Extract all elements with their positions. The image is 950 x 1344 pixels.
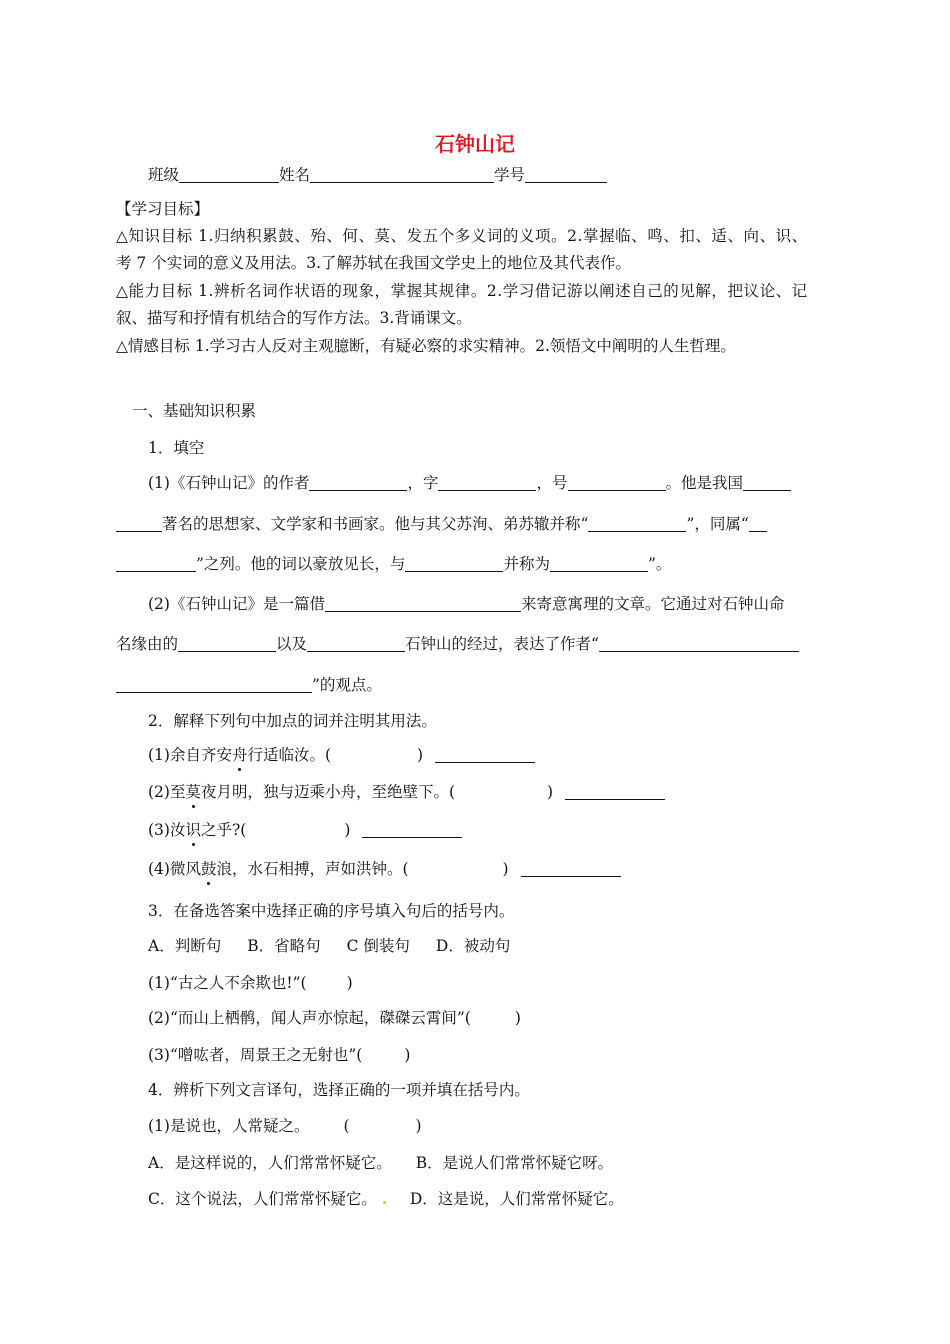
dotted-word: 鼓 [201,857,217,879]
q3-options [148,934,510,956]
dynasty-blank-b[interactable] [116,515,162,532]
option-b: B．是说人们常常怀疑它呀。 [415,1154,614,1172]
section-heading: 一、基础知识积累 [132,402,257,420]
three-su-blank[interactable] [588,515,686,532]
dotted-word: 莫 [185,780,201,802]
option-d: D．被动句 [435,937,511,955]
viewpoint-blank-a[interactable] [599,635,799,652]
q1-p1-line3: ”之列。他的词以豪放见长，与 并称为 ”。 [116,552,671,574]
paired-title-blank[interactable] [550,555,648,572]
q1-p2-line1: (2)《石钟山记》是一篇借 来寄意寓理的文章。它通过对石钟山命 [148,595,785,613]
class-blank[interactable] [179,166,279,183]
q1-p2-line3: ”的观点。 [116,673,382,695]
paired-poet-blank[interactable] [405,555,503,572]
page-title: 石钟山记 [435,132,515,156]
genre-blank[interactable] [325,595,521,612]
emotion-objective: △情感目标 1.学习古人反对主观臆断，有疑必察的求实精神。2.领悟文中阐明的人生哲理。 [116,337,736,355]
q2-item-3: (3)汝识之乎?( ) [148,818,462,840]
knowledge-objective-line1: △知识目标 1.归纳积累鼓、殆、何、莫、发五个多义词的义项。2.掌握临、鸣、扣、适、向、识、 [116,227,808,245]
q2-label: 2．解释下列句中加点的词并注明其用法。 [148,712,437,730]
q4-item-1: (1)是说也，人常疑之。 ( ) [148,1117,422,1135]
q3-item-1: (1)“古之人不余欺也!”( ) [148,974,353,992]
number-blank[interactable] [525,166,607,183]
q3-label: 3．在备选答案中选择正确的序号填入句后的括号内。 [148,902,515,920]
dotted-word: 舟 [232,743,248,765]
inquiry-blank[interactable] [178,635,276,652]
q3-item-3: (3)“噌吰者，周景王之无射也”( ) [148,1046,411,1064]
eight-masters-blank-a[interactable] [749,515,767,532]
usage-blank[interactable] [362,821,462,838]
option-a: A．判断句 [148,937,222,955]
q1-p1-line1: (1)《石钟山记》的作者 ，字 ，号 。他是我国 [148,471,791,493]
yellow-dot-mark [383,1201,386,1204]
eight-masters-blank-b[interactable] [116,555,196,572]
number-label: 学号 [494,166,526,184]
dotted-word: 识 [185,818,201,840]
q3-item-2: (2)“而山上栖鹘，闻人声亦惊起，磔磔云霄间”( ) [148,1009,521,1027]
ability-objective-line1: △能力目标 1.辨析名词作状语的现象，掌握其规律。2.学习借记游以阐述自己的见解，把议论、记 [116,282,808,300]
pseudonym-blank[interactable] [568,474,666,491]
q2-item-4: (4)微风鼓浪，水石相搏，声如洪钟。( ) [148,857,621,879]
q4-options-ab [148,1151,613,1173]
q1-p1-line2: 著名的思想家、文学家和书画家。他与其父苏洵、弟苏辙并称“ ”，同属“ [116,512,767,534]
q1-p2-line2: 名缘由的 以及 石钟山的经过，表达了作者“ [116,632,799,654]
visit-blank[interactable] [307,635,405,652]
objectives-heading: 【学习目标】 [116,200,210,218]
dynasty-blank-a[interactable] [743,474,791,491]
name-label: 姓名 [279,166,311,184]
option-d: D．这是说，人们常常怀疑它。 [409,1190,624,1208]
viewpoint-blank-b[interactable] [116,676,312,693]
class-label: 班级 [148,166,180,184]
name-blank[interactable] [310,166,494,183]
q2-item-2: (2)至莫夜月明，独与迈乘小舟，至绝壁下。( ) [148,780,665,802]
option-c: C 倒装句 [346,937,410,955]
option-c: C．这个说法，人们常常怀疑它。 [148,1190,377,1208]
usage-blank[interactable] [521,860,621,877]
courtesy-name-blank[interactable] [438,474,536,491]
knowledge-objective-line2: 考 7 个实词的意义及用法。3.了解苏轼在我国文学史上的地位及其代表作。 [116,254,632,272]
usage-blank[interactable] [435,746,535,763]
author-blank[interactable] [309,474,407,491]
option-a: A．是这样说的，人们常常怀疑它。 [148,1154,392,1172]
q4-label: 4．辨析下列文言译句，选择正确的一项并填在括号内。 [148,1081,530,1099]
usage-blank[interactable] [565,783,665,800]
q4-options-cd [148,1187,624,1209]
option-b: B．省略句 [247,937,321,955]
student-info-line [148,163,607,185]
q1-label: 1．填空 [148,439,205,457]
q2-item-1: (1)余自齐安舟行适临汝。( ) [148,743,535,765]
ability-objective-line2: 叙、描写和抒情有机结合的写作方法。3.背诵课文。 [116,309,472,327]
